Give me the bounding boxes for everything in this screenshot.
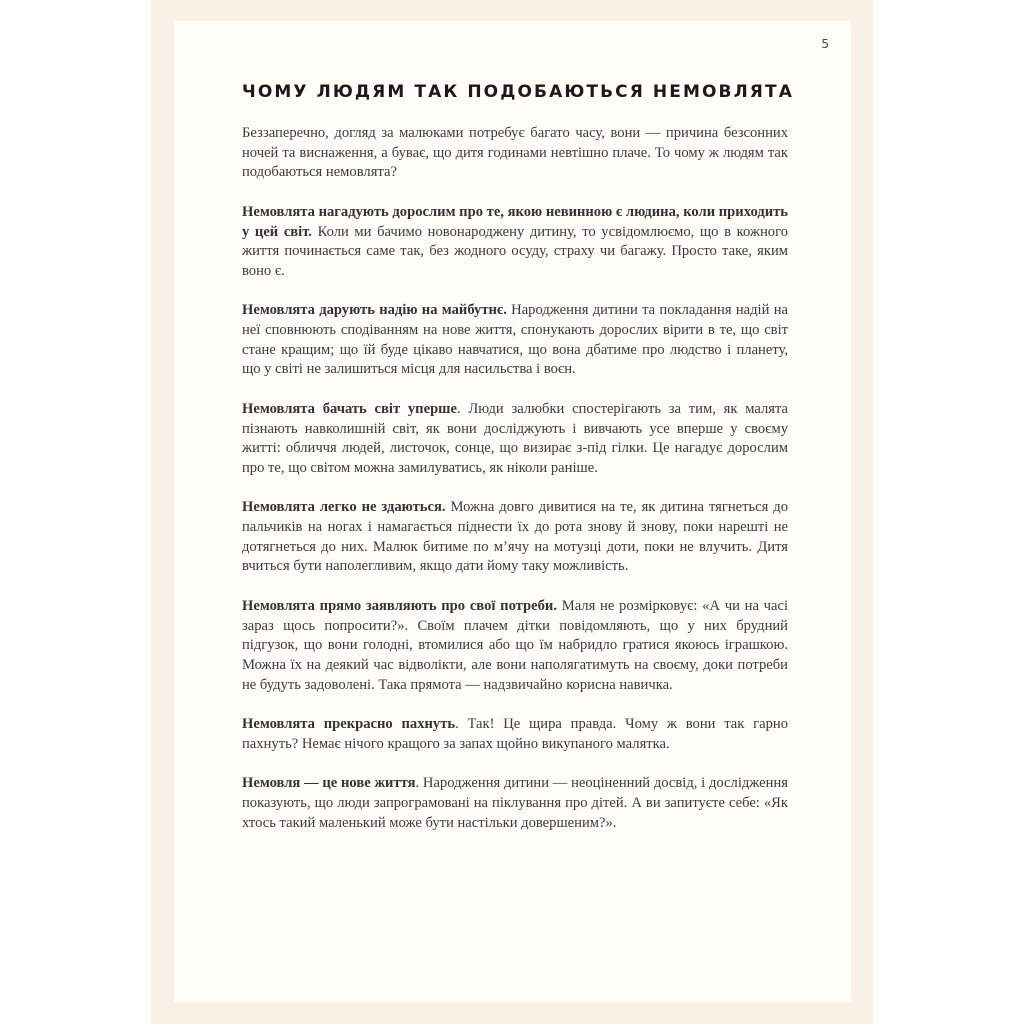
page-number: 5 — [821, 37, 829, 51]
paragraph-innocence — [242, 203, 788, 282]
paragraph-needs — [242, 597, 788, 696]
paragraph-text: Маля не розмірковує: «А чи на часі зараз щось попросити?». Своїм плачем дітки повідомляють, що у них брудний підгузок, що вони голодні, втомилися або що їм набридло гратися якоюсь іграшкою. Можна їх на деякий час відволікти, але вони наполягатимуть на своєму, доки потреби не будуть задоволені. Така прямота — надзвичайно корисна навичка. — [242, 597, 789, 693]
book-page — [174, 21, 851, 1002]
paragraph-lead: Немовлята бачать світ уперше — [242, 400, 457, 417]
paragraph-hope — [242, 301, 788, 380]
paragraph-intro — [242, 124, 788, 183]
paragraph-text: . Народження дитини — неоціненний досвід, і дослідження показують, що люди запрограмовані на піклування про дітей. А ви запитуєте себе: «Як хтось такий маленький може бути настільки довершеним?». — [242, 775, 788, 831]
paragraph-text: Беззаперечно, догляд за малюками потребує багато часу, вони — причина безсонних ночей та виснаження, а буває, що дитя годинами невтішно плаче. То чому ж людям так подобаються немовлята? — [242, 125, 788, 181]
paragraph-text: Коли ми бачимо новонароджену дитину, то усвідомлюємо, що в кожного життя починається саме так, без жодного осуду, страху чи багажу. Просто таке, яким воно є. — [242, 223, 788, 279]
article-body — [242, 124, 788, 853]
paragraph-persistence — [242, 498, 788, 577]
paragraph-lead: Немовля — це нове життя — [242, 775, 416, 792]
paragraph-first-time — [242, 400, 788, 479]
paragraph-text: Можна довго дивитися на те, як дитина тягнеться до пальчиків на ногах і намагається піднести їх до рота знову й знову, поки нарешті не дотягнеться до них. Малюк битиме по м’ячу на мотузці доти, поки не влучить. Дитя вчиться бути наполегливим, якщо дати йому таку можливість. — [242, 499, 788, 575]
paragraph-new-life — [242, 774, 788, 833]
paragraph-smell — [242, 715, 788, 754]
paragraph-lead: Немовлята прямо заявляють про свої потреби. — [242, 597, 557, 614]
paragraph-lead: Немовлята дарують надію на майбутнє. — [242, 302, 507, 319]
paragraph-text: . Так! Це щира правда. Чому ж вони так гарно пахнуть? Немає нічого кращого за запах щойно викупаного малятка. — [242, 716, 788, 752]
paragraph-lead: Немовлята нагадують дорослим про те, якою невинною є людина, коли приходить у цей світ. — [242, 203, 788, 240]
paragraph-lead: Немовлята легко не здаються. — [242, 499, 446, 516]
page-title: ЧОМУ ЛЮДЯМ ТАК ПОДОБАЮТЬСЯ НЕМОВЛЯТА — [242, 82, 794, 102]
book-spread-background — [151, 0, 873, 1024]
paragraph-text: Народження дитини та покладання надій на неї сповнюють сподіванням на нове життя, спонукають дорослих вірити в те, що світ стане кращим; що їй буде цікаво навчатися, що вона дбатиме про людство і планету, що у світі не залишиться місця для насильства і воєн. — [242, 302, 788, 378]
paragraph-lead: Немовлята прекрасно пахнуть — [242, 716, 456, 732]
paragraph-text: . Люди залюбки спостерігають за тим, як малята пізнають навколишній світ, як вони досліджують і вивчають усе вперше у своєму житті: обличчя людей, листочок, сонце, що визирає з-під гілки. Це нагадує дорослим про те, що світом можна замилуватись, як ніколи раніше. — [242, 400, 788, 476]
